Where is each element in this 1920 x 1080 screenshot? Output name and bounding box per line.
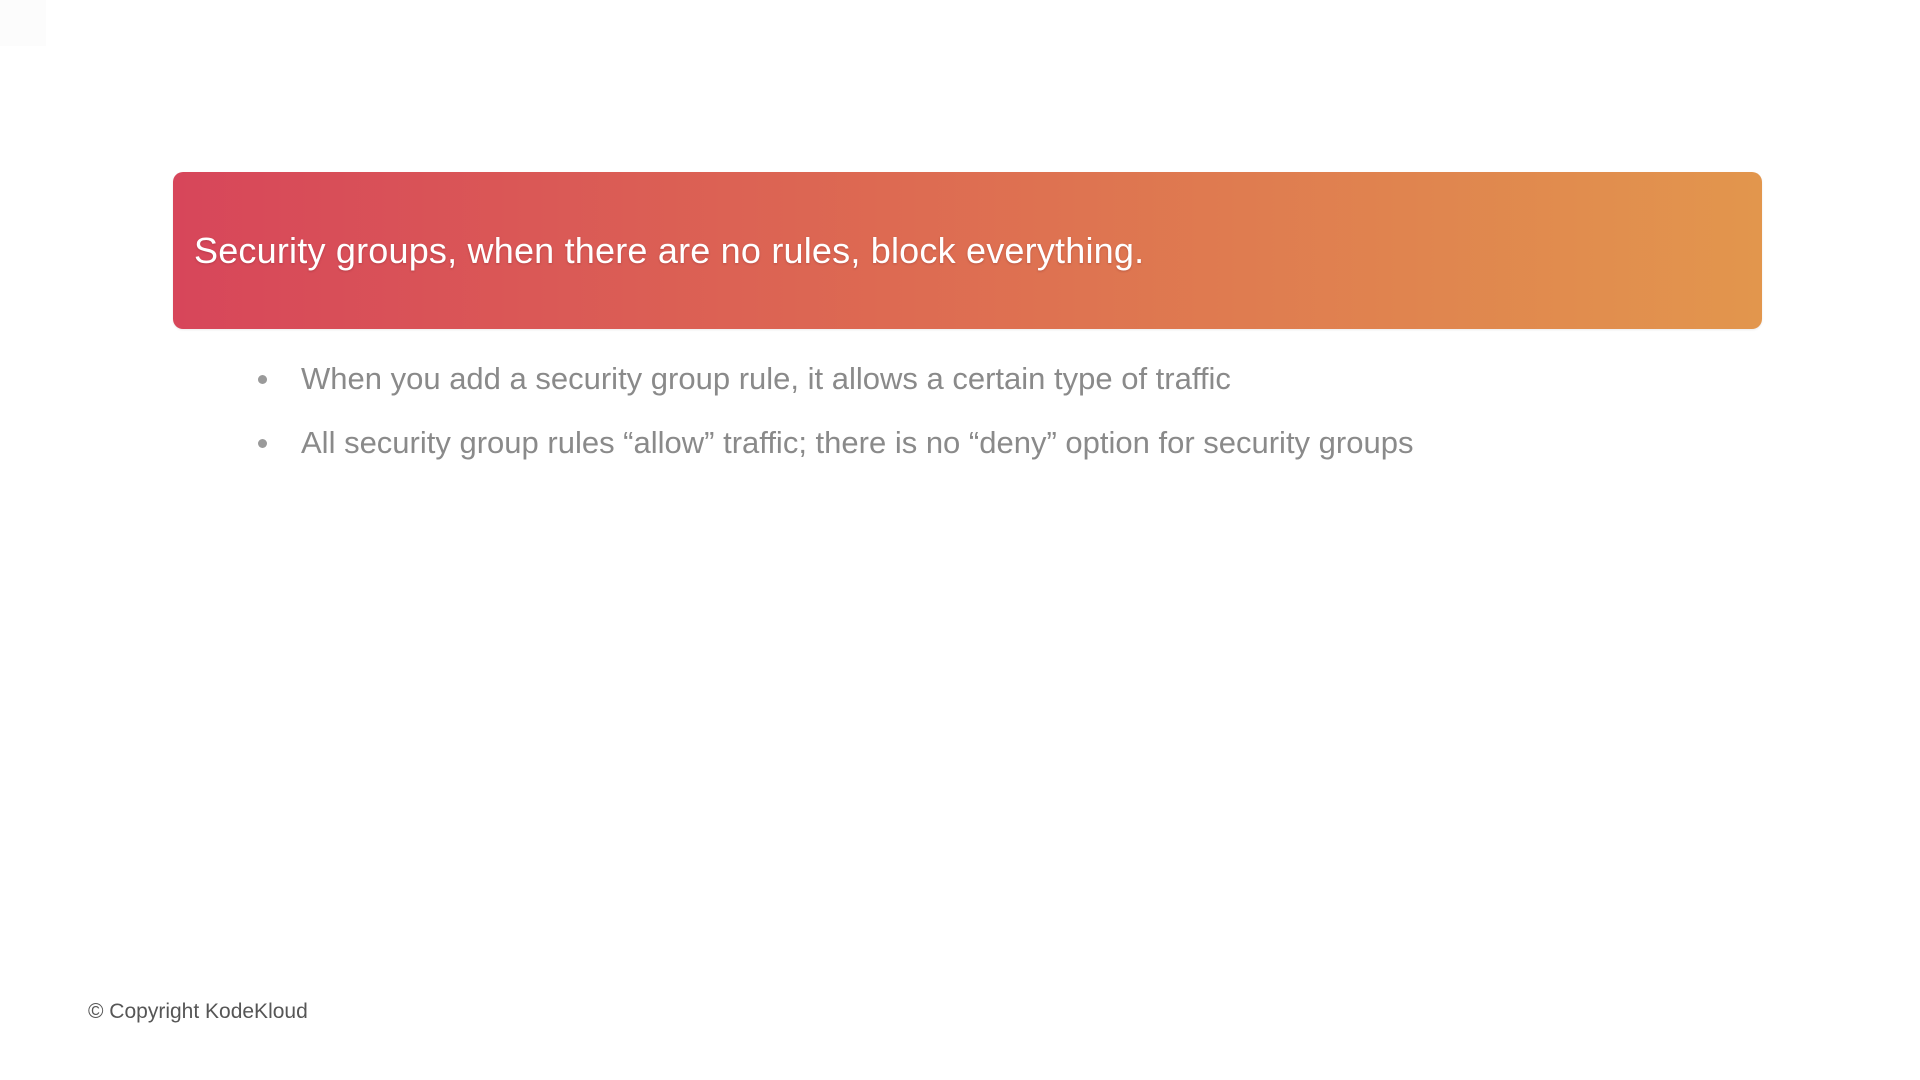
title-banner	[173, 172, 1762, 329]
bullet-text: All security group rules “allow” traffic; there is no “deny” option for security groups	[301, 425, 1414, 460]
bullet-text: When you add a security group rule, it allows a certain type of traffic	[301, 361, 1231, 396]
bullet-item	[258, 421, 1413, 465]
corner-artifact	[0, 0, 46, 46]
bullet-item	[258, 357, 1413, 401]
bullet-dot-icon	[258, 375, 267, 384]
bullet-dot-icon	[258, 439, 267, 448]
bullet-list	[258, 357, 1413, 485]
slide-title: Security groups, when there are no rules, block everything.	[194, 229, 1145, 271]
copyright-text: © Copyright KodeKloud	[88, 1000, 308, 1023]
